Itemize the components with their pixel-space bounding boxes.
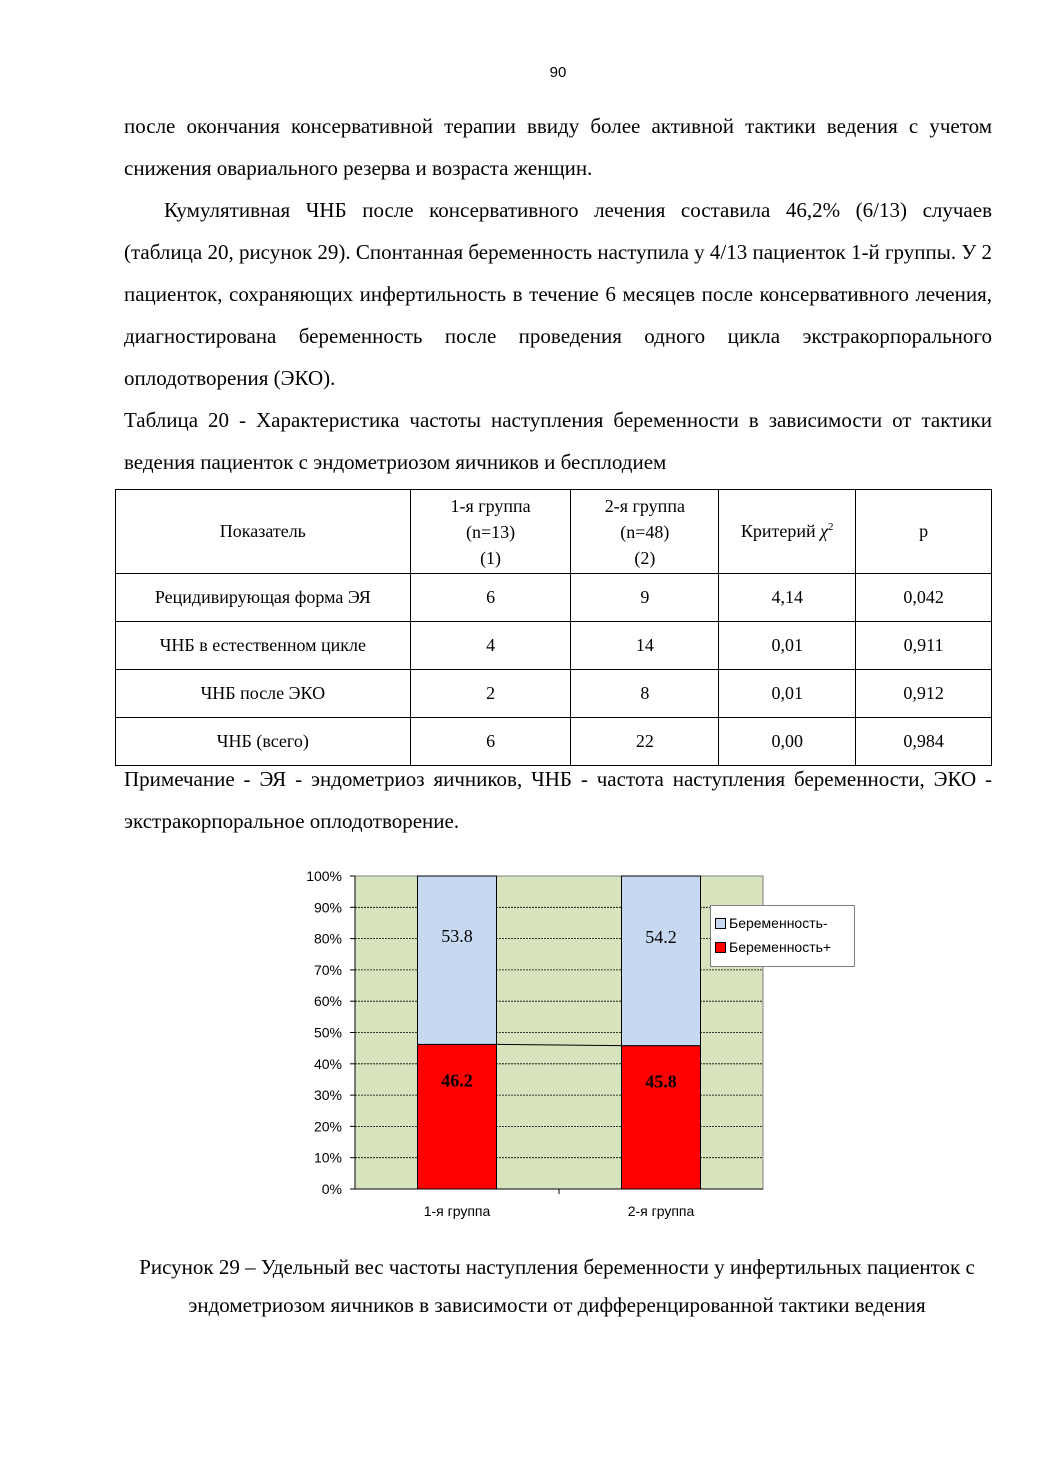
cell-indicator: Рецидивирующая форма ЭЯ	[116, 574, 411, 622]
cell-group1: 6	[410, 574, 571, 622]
cell-group2: 8	[571, 670, 719, 718]
header-group1-line: 1-я группа	[450, 495, 531, 516]
legend-item-positive	[715, 938, 831, 956]
y-tick-label: 50%	[313, 1024, 342, 1041]
cell-group1: 4	[410, 622, 571, 670]
legend-swatch-positive	[715, 942, 726, 953]
bar-segment	[622, 1046, 701, 1189]
cell-indicator: ЧНБ после ЭКО	[116, 670, 411, 718]
header-group2	[571, 490, 719, 574]
y-tick-label: 0%	[321, 1181, 342, 1197]
legend-swatch-negative	[715, 918, 726, 929]
legend-label-negative: Беременность-	[729, 915, 828, 931]
bar-value-label: 53.8	[441, 926, 473, 947]
bar-segment	[418, 876, 497, 1044]
y-tick-label: 40%	[313, 1055, 342, 1072]
cell-group1: 2	[410, 670, 571, 718]
x-tick-label: 1-я группа	[423, 1203, 491, 1219]
y-tick-label: 60%	[313, 993, 342, 1010]
header-p: p	[856, 490, 992, 574]
y-tick-label: 30%	[313, 1087, 342, 1104]
table-row	[116, 670, 992, 718]
page-number: 90	[549, 64, 567, 81]
chi-symbol: χ	[820, 521, 829, 541]
y-tick-label: 90%	[313, 899, 342, 916]
bar-segment	[622, 876, 701, 1046]
bar-segment	[418, 1044, 497, 1189]
y-tick-label: 20%	[313, 1118, 342, 1135]
cell-group1: 6	[410, 718, 571, 766]
header-group2-line: 2-я группа	[604, 495, 685, 516]
cell-p: 0,042	[856, 574, 992, 622]
table-row	[116, 622, 992, 670]
header-group1-line: (n=13)	[465, 521, 516, 542]
table-note: Примечание - ЭЯ - эндометриоз яичников, ЧНБ - частота наступления беременности, ЭКО - экстракорпоральное оплодотворение.	[124, 767, 992, 833]
cell-p: 0,912	[856, 670, 992, 718]
cell-indicator: ЧНБ (всего)	[116, 718, 411, 766]
y-tick-label: 10%	[313, 1149, 342, 1166]
x-tick-label: 2-я группа	[627, 1203, 695, 1219]
paragraph-2: Кумулятивная ЧНБ после консервативного лечения составила 46,2% (6/13) случаев (таблица 20, рисунок 29). Спонтанная беременность наступила у 4/13 пациенток 1-й группы. У 2 пациенток, сохраняющих инфертильность в течение 6 месяцев после консервативного лечения, диагностирована беременность после проведения одного цикла экстракорпорального оплодотворения (ЭКО).	[124, 198, 992, 390]
header-group2-line: (2)	[634, 547, 656, 568]
header-group1	[410, 490, 571, 574]
legend-item-negative	[715, 914, 828, 932]
figure-caption: Рисунок 29 – Удельный вес частоты наступления беременности у инфертильных пациенток с эндометриозом яичников в зависимости от дифференцированной тактики ведения	[139, 1255, 975, 1317]
cell-indicator: ЧНБ в естественном цикле	[116, 622, 411, 670]
table-row	[116, 574, 992, 622]
cell-chi: 0,01	[719, 622, 856, 670]
bar-value-label: 45.8	[645, 1071, 677, 1092]
chart-legend	[710, 905, 855, 967]
cell-chi: 0,01	[719, 670, 856, 718]
cell-chi: 4,14	[719, 574, 856, 622]
results-table	[115, 489, 992, 766]
cell-group2: 22	[571, 718, 719, 766]
y-tick-label: 80%	[313, 930, 342, 947]
bar-value-label: 54.2	[645, 926, 677, 947]
legend-label-positive: Беременность+	[729, 939, 832, 955]
header-group2-line: (n=48)	[620, 521, 670, 542]
header-group1-line: (1)	[480, 547, 502, 568]
chi-superscript: 2	[828, 521, 834, 533]
cell-p: 0,984	[856, 718, 992, 766]
cell-group2: 9	[571, 574, 719, 622]
chi-label: Критерий	[740, 521, 821, 541]
cell-group2: 14	[571, 622, 719, 670]
header-indicator: Показатель	[116, 490, 411, 574]
pregnancy-chart	[290, 860, 870, 1240]
table-header-row	[116, 490, 992, 574]
bar-value-label: 46.2	[441, 1070, 473, 1091]
y-tick-label: 70%	[313, 961, 342, 978]
cell-p: 0,911	[856, 622, 992, 670]
paragraph-1: после окончания консервативной терапии ввиду более активной тактики ведения с учетом снижения овариального резерва и возраста женщин.	[124, 114, 992, 180]
cell-chi: 0,00	[719, 718, 856, 766]
y-tick-label: 100%	[306, 868, 342, 884]
header-chi-square	[719, 490, 856, 574]
table-caption: Таблица 20 - Характеристика частоты наступления беременности в зависимости от тактики ведения пациенток с эндометриозом яичников и бесплодием	[124, 408, 992, 474]
